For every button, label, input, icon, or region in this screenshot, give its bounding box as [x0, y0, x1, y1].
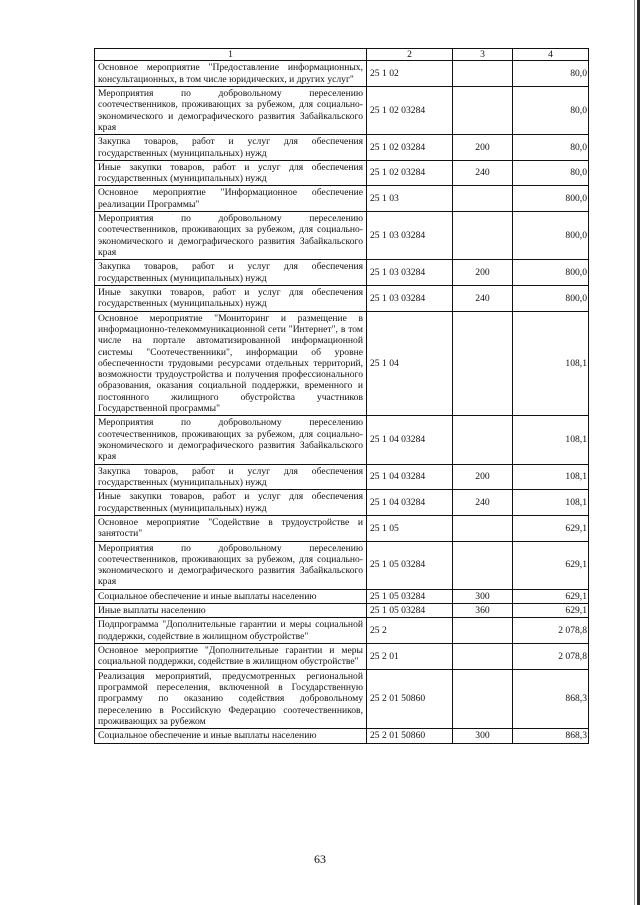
- row-name-cell: Закупка товаров, работ и услуг для обеспечения государственных (муниципальных) нужд: [95, 260, 367, 286]
- table-row: [95, 285, 589, 311]
- row-amount-cell: 629,1: [513, 589, 589, 603]
- row-code-cell: 25 1 04 03284: [367, 416, 453, 464]
- row-amount-cell: 2 078,8: [513, 644, 589, 670]
- row-code-cell: 25 2: [367, 618, 453, 644]
- row-amount-cell: 80,0: [513, 135, 589, 161]
- row-code-cell: 25 1 02 03284: [367, 160, 453, 186]
- row-amount-cell: 629,1: [513, 515, 589, 541]
- row-code-cell: 25 1 04: [367, 311, 453, 416]
- row-code-cell: 25 1 03 03284: [367, 212, 453, 260]
- row-amount-cell: 108,1: [513, 464, 589, 490]
- row-type-cell: 240: [453, 160, 513, 186]
- table-row: [95, 464, 589, 490]
- row-name-cell: Подпрограмма "Дополнительные гарантии и меры социальной поддержки, содействие в жилищном обустройстве": [95, 618, 367, 644]
- column-header-1: 1: [95, 49, 367, 61]
- row-name-cell: Основное мероприятие "Дополнительные гарантии и меры социальной поддержки, содействие в жилищном обустройстве": [95, 644, 367, 670]
- row-amount-cell: 80,0: [513, 61, 589, 87]
- table-row: [95, 618, 589, 644]
- row-name-cell: Социальное обеспечение и иные выплаты населению: [95, 729, 367, 743]
- row-code-cell: 25 1 05 03284: [367, 604, 453, 618]
- row-name-cell: Мероприятия по добровольному переселению соотечественников, проживающих за рубежом, для социально-экономического и демографического развития Забайкальского края: [95, 541, 367, 589]
- scan-edge-line: [634, 0, 635, 905]
- row-name-cell: Социальное обеспечение и иные выплаты населению: [95, 589, 367, 603]
- row-type-cell: 200: [453, 135, 513, 161]
- row-code-cell: 25 1 04 03284: [367, 464, 453, 490]
- row-name-cell: Основное мероприятие "Мониторинг и размещение в информационно-телекоммуникационной сети "Интернет", в том числе на портале автоматизированной информационной системы "Соотечественники", информации об уровне обеспеченности трудовыми ресурсами отдельных территорий, возможности трудоустройства и получения профессионального образования, оказания социальной поддержки, временного и постоянного жилищного обустройства участников Государственной программы": [95, 311, 367, 416]
- row-type-cell: [453, 644, 513, 670]
- table-row: [95, 541, 589, 589]
- header-row: [95, 49, 589, 61]
- row-code-cell: 25 1 05 03284: [367, 541, 453, 589]
- row-amount-cell: 629,1: [513, 541, 589, 589]
- row-code-cell: 25 1 02 03284: [367, 135, 453, 161]
- row-type-cell: 240: [453, 285, 513, 311]
- row-name-cell: Мероприятия по добровольному переселению соотечественников, проживающих за рубежом, для социально-экономического и демографического развития Забайкальского края: [95, 212, 367, 260]
- table-row: [95, 135, 589, 161]
- table-row: [95, 669, 589, 729]
- row-type-cell: [453, 416, 513, 464]
- row-amount-cell: 629,1: [513, 604, 589, 618]
- table-row: [95, 589, 589, 603]
- row-name-cell: Основное мероприятие "Информационное обеспечение реализации Программы": [95, 186, 367, 212]
- row-amount-cell: 800,0: [513, 212, 589, 260]
- row-type-cell: [453, 186, 513, 212]
- row-type-cell: [453, 311, 513, 416]
- column-header-4: 4: [513, 49, 589, 61]
- table-row: [95, 416, 589, 464]
- column-header-3: 3: [453, 49, 513, 61]
- table-row: [95, 644, 589, 670]
- row-amount-cell: 80,0: [513, 160, 589, 186]
- row-amount-cell: 800,0: [513, 285, 589, 311]
- table-row: [95, 729, 589, 743]
- row-code-cell: 25 1 05: [367, 515, 453, 541]
- row-code-cell: 25 2 01: [367, 644, 453, 670]
- row-type-cell: 300: [453, 589, 513, 603]
- table-row: [95, 490, 589, 516]
- row-amount-cell: 108,1: [513, 311, 589, 416]
- row-name-cell: Иные закупки товаров, работ и услуг для обеспечения государственных (муниципальных) нужд: [95, 160, 367, 186]
- row-name-cell: Основное мероприятие "Предоставление информационных, консультационных, в том числе юридических, и других услуг": [95, 61, 367, 87]
- row-name-cell: Иные выплаты населению: [95, 604, 367, 618]
- row-amount-cell: 868,3: [513, 729, 589, 743]
- table-row: [95, 86, 589, 134]
- row-type-cell: 200: [453, 260, 513, 286]
- row-code-cell: 25 1 02: [367, 61, 453, 87]
- row-amount-cell: 2 078,8: [513, 618, 589, 644]
- row-code-cell: 25 1 04 03284: [367, 490, 453, 516]
- table-row: [95, 186, 589, 212]
- table-row: [95, 604, 589, 618]
- row-name-cell: Реализация мероприятий, предусмотренных региональной программой переселения, включенной в Государственную программу по оказанию содействия добровольному переселению в Российскую Федерацию соотечественников, проживающих за рубежом: [95, 669, 367, 729]
- row-name-cell: Закупка товаров, работ и услуг для обеспечения государственных (муниципальных) нужд: [95, 464, 367, 490]
- row-type-cell: [453, 618, 513, 644]
- row-type-cell: [453, 515, 513, 541]
- row-type-cell: 200: [453, 464, 513, 490]
- row-code-cell: 25 1 02 03284: [367, 86, 453, 134]
- table-row: [95, 311, 589, 416]
- table-row: [95, 212, 589, 260]
- row-code-cell: 25 2 01 50860: [367, 669, 453, 729]
- row-amount-cell: 868,3: [513, 669, 589, 729]
- row-type-cell: 240: [453, 490, 513, 516]
- row-amount-cell: 800,0: [513, 260, 589, 286]
- row-type-cell: 360: [453, 604, 513, 618]
- row-amount-cell: 108,1: [513, 490, 589, 516]
- row-type-cell: [453, 669, 513, 729]
- row-type-cell: 300: [453, 729, 513, 743]
- budget-table: [94, 48, 589, 744]
- row-name-cell: Мероприятия по добровольному переселению соотечественников, проживающих за рубежом, для социально-экономического и демографического развития Забайкальского края: [95, 86, 367, 134]
- row-code-cell: 25 1 03 03284: [367, 260, 453, 286]
- row-type-cell: [453, 61, 513, 87]
- row-name-cell: Мероприятия по добровольному переселению соотечественников, проживающих за рубежом, для социально-экономического и демографического развития Забайкальского края: [95, 416, 367, 464]
- row-type-cell: [453, 541, 513, 589]
- table-row: [95, 61, 589, 87]
- row-amount-cell: 108,1: [513, 416, 589, 464]
- row-code-cell: 25 1 03: [367, 186, 453, 212]
- row-code-cell: 25 1 03 03284: [367, 285, 453, 311]
- column-header-2: 2: [367, 49, 453, 61]
- row-code-cell: 25 2 01 50860: [367, 729, 453, 743]
- row-name-cell: Иные закупки товаров, работ и услуг для обеспечения государственных (муниципальных) нужд: [95, 285, 367, 311]
- row-name-cell: Иные закупки товаров, работ и услуг для обеспечения государственных (муниципальных) нужд: [95, 490, 367, 516]
- table-row: [95, 260, 589, 286]
- row-type-cell: [453, 86, 513, 134]
- row-amount-cell: 800,0: [513, 186, 589, 212]
- table-row: [95, 160, 589, 186]
- row-name-cell: Основное мероприятие "Содействие в трудоустройстве и занятости": [95, 515, 367, 541]
- row-type-cell: [453, 212, 513, 260]
- row-code-cell: 25 1 05 03284: [367, 589, 453, 603]
- table-row: [95, 515, 589, 541]
- page-number: 63: [314, 852, 326, 866]
- row-amount-cell: 80,0: [513, 86, 589, 134]
- table-body: [95, 49, 589, 744]
- row-name-cell: Закупка товаров, работ и услуг для обеспечения государственных (муниципальных) нужд: [95, 135, 367, 161]
